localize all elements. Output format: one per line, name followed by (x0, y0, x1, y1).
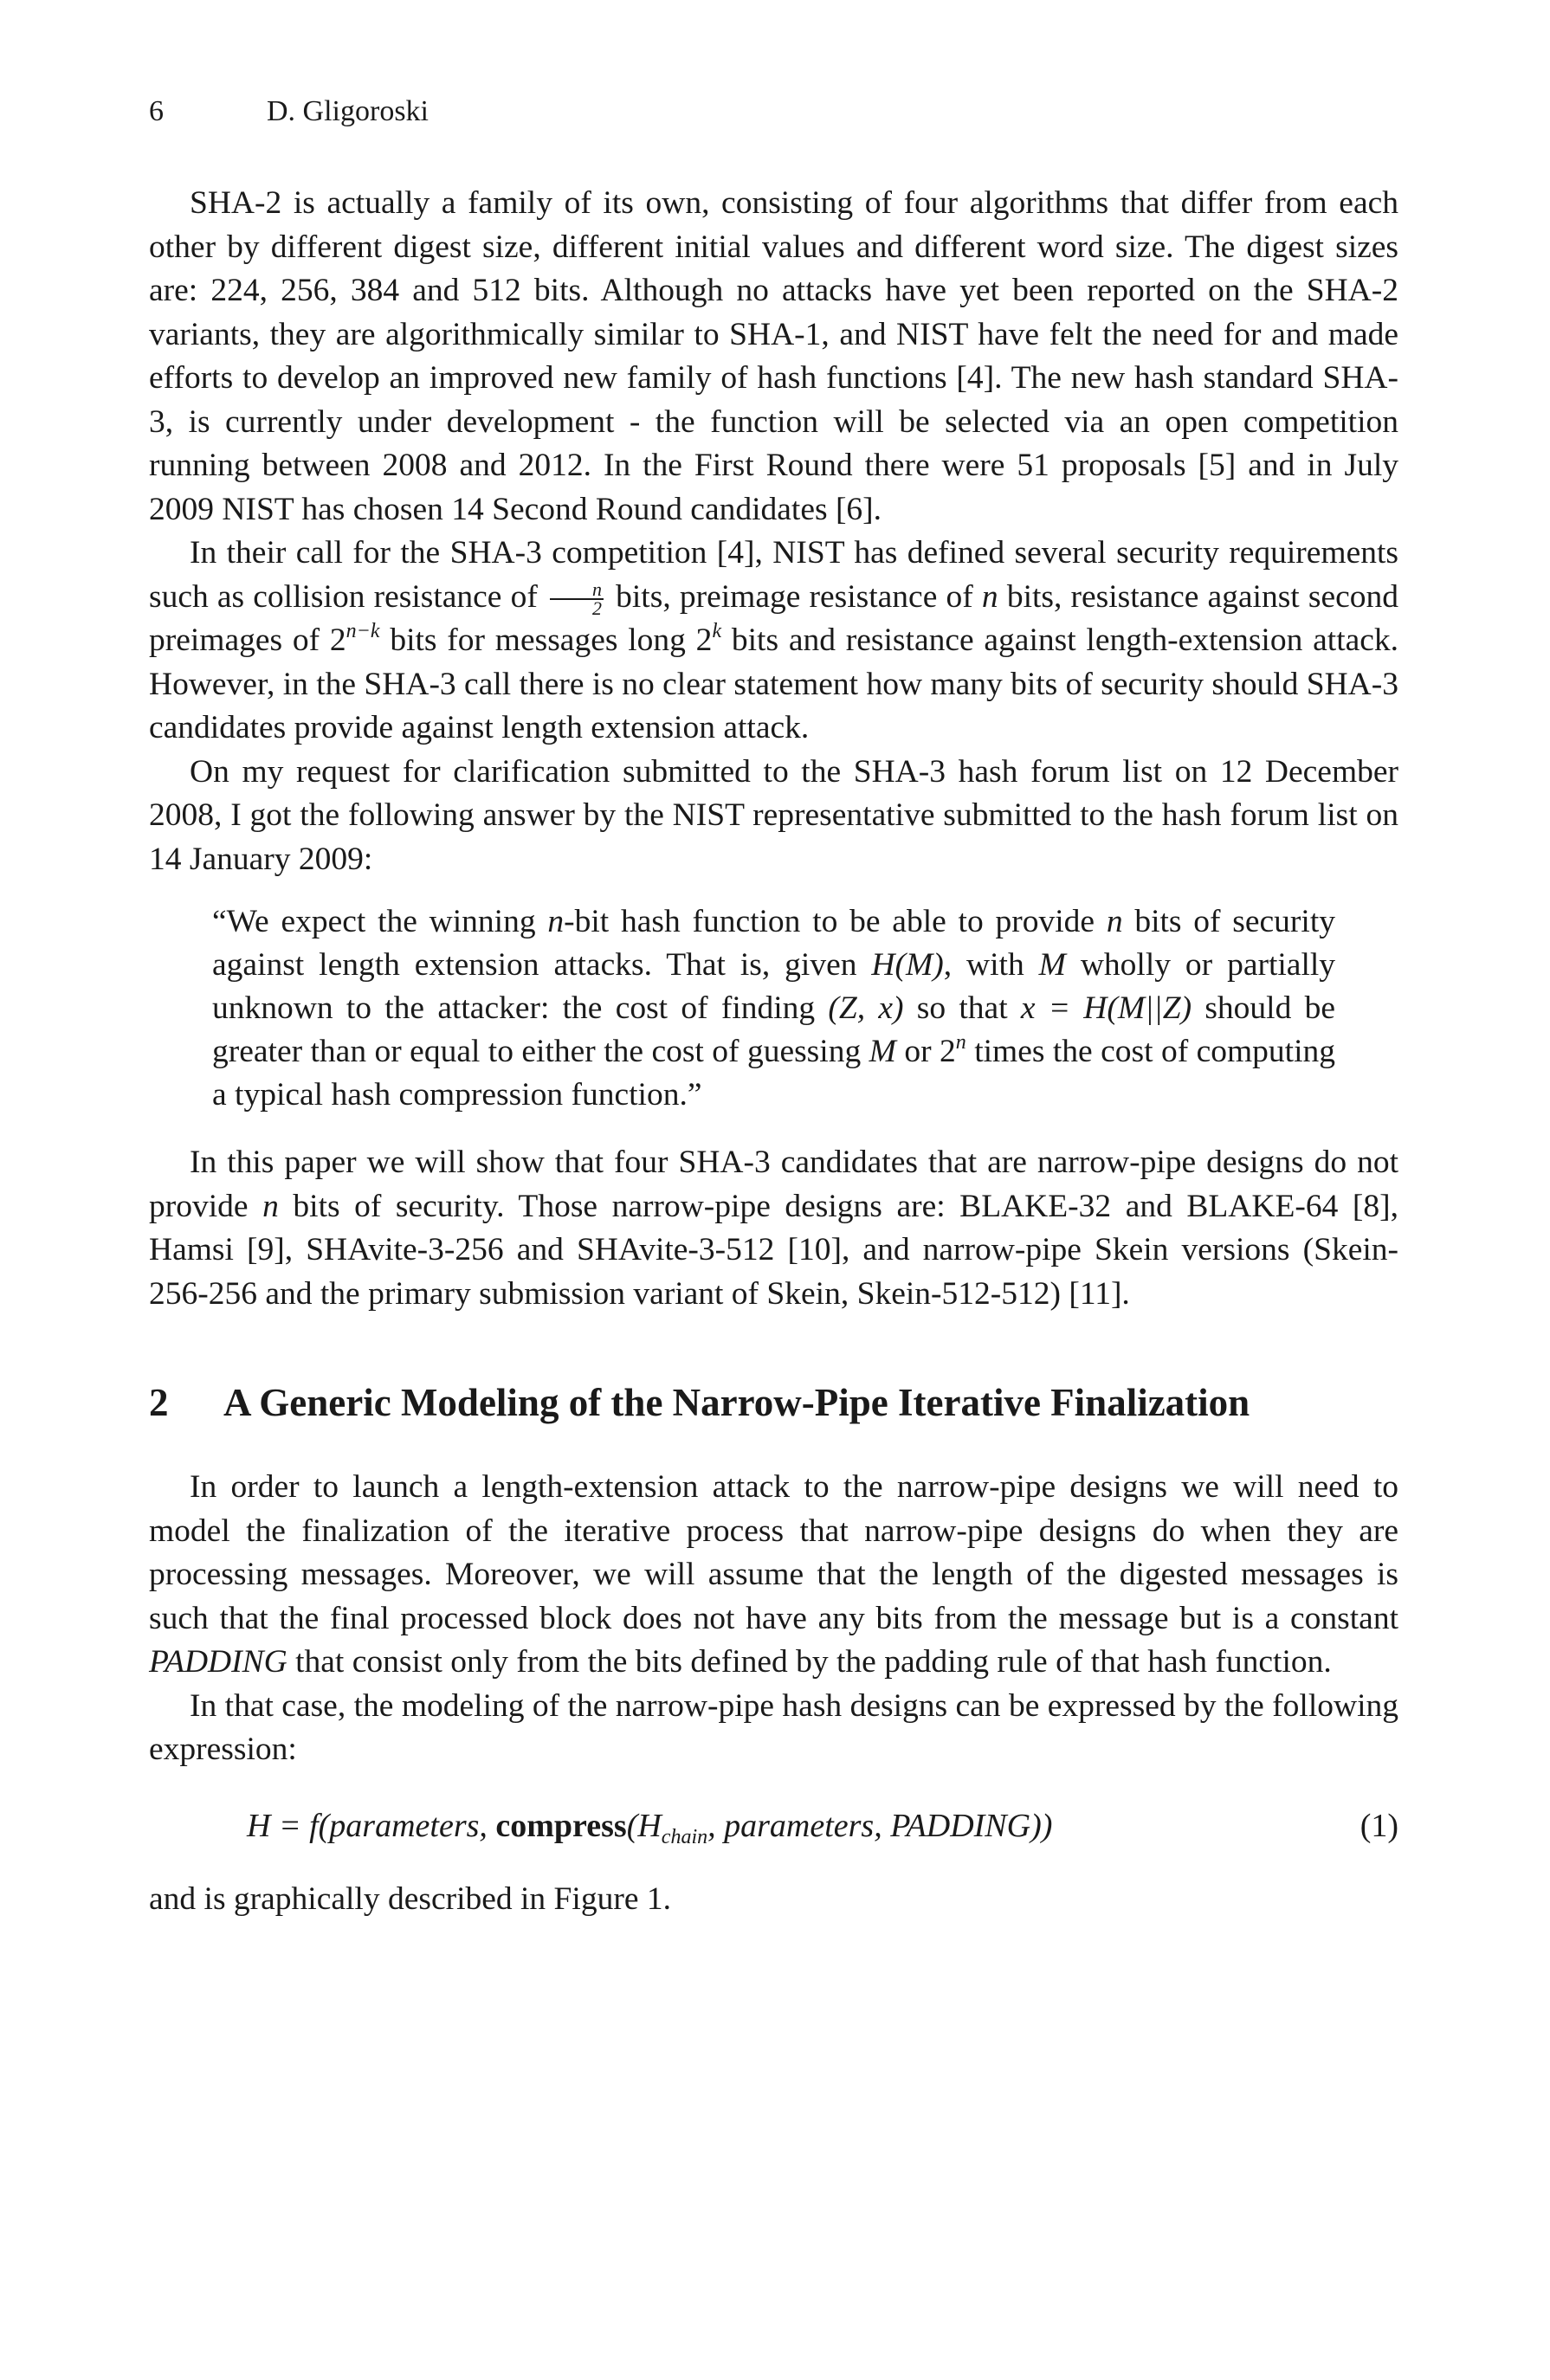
equation-1 (149, 1807, 1398, 1859)
paragraph-clarification-request: On my request for clarification submitted to the SHA-3 hash forum list on 12 December 2008, I got the following answer by the NIST representative submitted to the hash forum list on 14 January 2009: (149, 753, 1398, 877)
nist-quote: “We expect the winning n-bit hash function to be able to provide n bits of security against length extension attacks. That is, given H(M), with M wholly or partially unknown to the attacker: the cost of finding (Z, x) so that x = H(M||Z) should be greater than or equal to either the cost of guessing M or 2$^n$ times the cost of computing a typical hash compression function.” (212, 904, 1336, 1113)
paragraph-expression-intro: In that case, the modeling of the narrow-pipe hash designs can be expressed by the following expression: (149, 1687, 1398, 1767)
equation-expression: H = f(parameters, $compress(H_{chain}$, parameters, PADDING)) (247, 1807, 1053, 1848)
fraction-n-over-2: $\frac{n}{2}$ (550, 581, 604, 617)
paragraph-security-requirements: In their call for the SHA-3 competition [4], NIST has defined several security requirements such as collision resistance of $\frac{n}{2}$ bits, preimage resistance of n bits, resistance against second preimages of $2^{n-k}$ bits for messages long 2$^k$ bits and resistance against length-extension attack. However, in the SHA-3 call there is no clear statement how many bits of security should SHA-3 candidates provide against length extension attack. (149, 535, 1399, 745)
page-number: 6 (149, 95, 164, 127)
paragraph-sha2-family: SHA-2 is actually a family of its own, consisting of four algorithms that differ from each other by different digest size, different initial values and different word size. The digest sizes are: 224, 256, 384 and 512 bits. Although no attacks have yet been reported on the SHA-2 variants, they are algorithmically similar to SHA-1, and NIST have felt the need for and made efforts to develop an improved new family of hash functions [4]. The new hash standard SHA-3, is currently under development - the function will be selected via an open competition running between 2008 and 2012. In the First Round there were 51 proposals [5] and in July 2009 NIST has chosen 14 Second Round candidates [6]. (149, 185, 1398, 527)
paragraph-finalization-model: In order to launch a length-extension attack to the narrow-pipe designs we will need to model the finalization of the iterative process that narrow-pipe designs do when they are processing messages. Moreover, we will assume that the length of the digested messages is such that the final processed block does not have any bits from the message but is a constant PADDING that consist only from the bits defined by the padding rule of that hash function. (149, 1469, 1398, 1680)
section-number: 2 (149, 1381, 169, 1424)
section-heading (149, 1378, 1398, 1427)
running-author: D. Gligoroski (267, 95, 429, 127)
section-title: A Generic Modeling of the Narrow-Pipe Iterative Finalization (223, 1381, 1250, 1424)
page-body (149, 182, 1398, 1921)
paragraph-narrow-pipe-claim: In this paper we will show that four SHA-3 candidates that are narrow-pipe designs do not provide n bits of security. Those narrow-pipe designs are: BLAKE-32 and BLAKE-64 [8], Hamsi [9], SHAvite-3-256 and SHAvite-3-512 [10], and narrow-pipe Skein versions (Skein-256-256 and the primary submission variant of Skein, Skein-512-512) [11]. (149, 1145, 1398, 1312)
equation-number: (1) (1359, 1807, 1398, 1844)
paragraph-figure-reference: and is graphically described in Figure 1. (149, 1880, 671, 1917)
